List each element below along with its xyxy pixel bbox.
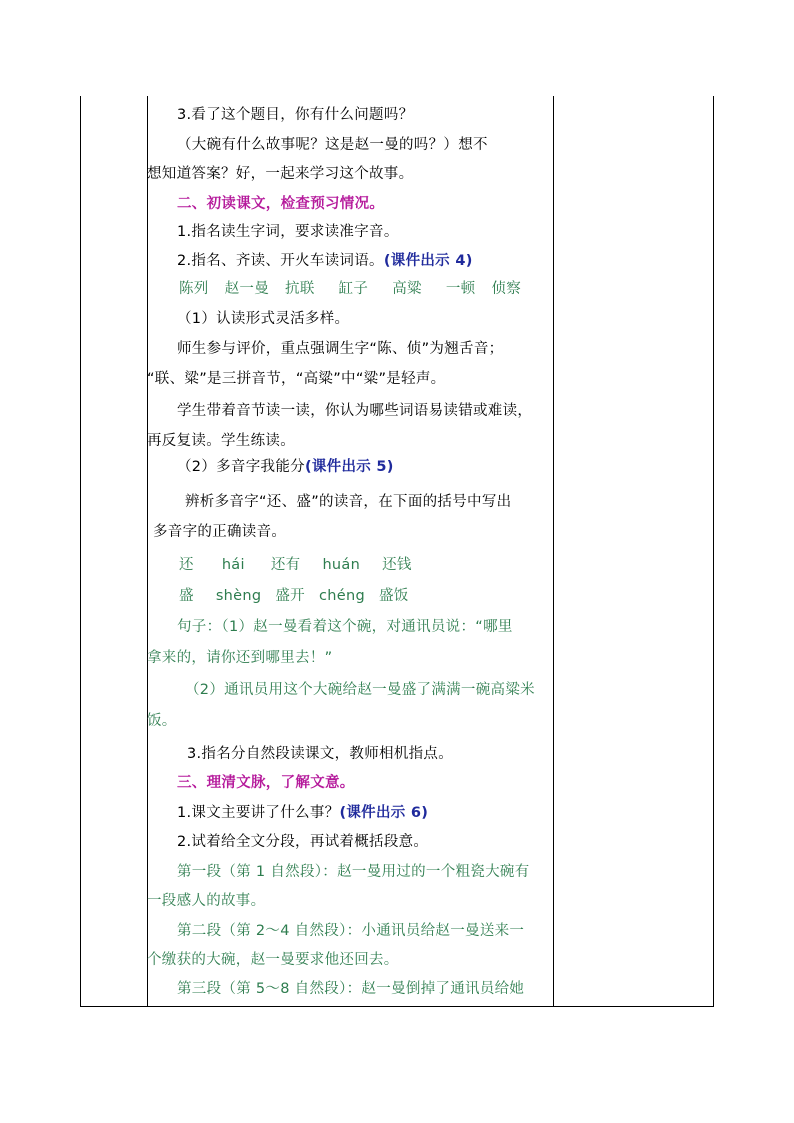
polyphone-word: 还钱: [382, 557, 412, 573]
text-span: 1.课文主要讲了什么事？: [177, 805, 340, 821]
vocab-word: 陈列: [179, 281, 209, 297]
polyphone-char: 盛: [179, 588, 194, 604]
polyphone-char: 还: [179, 557, 194, 573]
text-line: （大碗有什么故事呢？这是赵一曼的吗？）想不: [177, 137, 488, 153]
vocab-word: 抗联: [285, 281, 315, 297]
pinyin: chéng: [318, 588, 365, 604]
paragraph-summary-line: 第一段（第 1 自然段）：赵一曼用过的一个粗瓷大碗有: [177, 864, 530, 880]
polyphone-row: [179, 556, 585, 574]
courseware-tag: (课件出示 5): [304, 459, 394, 475]
text-line: 2.试着给全文分段，再试着概括段意。: [177, 834, 429, 850]
paragraph-summary-line: 一段感人的故事。: [147, 893, 266, 909]
vocab-word: 侦察: [491, 281, 522, 297]
text-line: 辨析多音字“还、盛”的读音，在下面的括号中写出: [185, 494, 512, 510]
vocab-word: 高粱: [392, 281, 422, 297]
vocab-word: 缸子: [338, 281, 369, 297]
sentence-line: 拿来的，请你还到哪里去！”: [147, 650, 333, 666]
sentence-line: （2）通讯员用这个大碗给赵一曼盛了满满一碗高粱米: [185, 682, 535, 698]
pinyin: hái: [221, 557, 245, 573]
sentence-line: 饭。: [147, 713, 177, 729]
text-line: 想知道答案？好，一起来学习这个故事。: [147, 166, 414, 182]
polyphone-word: 还有: [270, 557, 301, 573]
table-border-bottom: [80, 1006, 714, 1007]
text-line: [177, 804, 583, 822]
text-line: 3.指名分自然段读课文，教师相机指点。: [187, 746, 454, 762]
vocab-word-row: [179, 280, 585, 298]
pinyin: shèng: [215, 588, 262, 604]
lesson-content-cell: [147, 96, 553, 1006]
vocab-word: 一顿: [445, 281, 476, 297]
text-span: （2）多音字我能分: [177, 459, 305, 475]
text-line: [177, 252, 583, 270]
vocab-word: 赵一曼: [224, 281, 270, 297]
table-border-left: [80, 96, 81, 1007]
polyphone-word: 盛饭: [378, 588, 409, 604]
text-line: 多音字的正确读音。: [153, 524, 287, 540]
polyphone-row: [179, 587, 585, 605]
paragraph-summary-line: 个缴获的大碗，赵一曼要求他还回去。: [147, 952, 399, 968]
pinyin: huán: [322, 557, 361, 573]
paragraph-summary-line: 第三段（第 5～8 自然段）：赵一曼倒掉了通讯员给她: [177, 981, 525, 997]
table-border-right: [713, 96, 714, 1007]
text-line: 学生带着音节读一读，你认为哪些词语易读错或难读，: [177, 403, 533, 419]
courseware-tag: (课件出示 4): [383, 253, 473, 269]
section-heading: 二、初读课文，检查预习情况。: [177, 196, 385, 212]
sentence-line: 句子：（1）赵一曼看着这个碗，对通讯员说：“哪里: [177, 619, 513, 635]
text-span: 2.指名、齐读、开火车读词语。: [177, 253, 384, 269]
polyphone-word: 盛开: [275, 588, 305, 604]
text-line: （1）认读形式灵活多样。: [177, 311, 350, 327]
text-line: 1.指名读生字词，要求读准字音。: [177, 224, 399, 240]
question-line: 3.看了这个题目，你有什么问题吗？: [177, 107, 414, 123]
text-line: “联、粱”是三拼音节，“高粱”中“粱”是轻声。: [147, 371, 446, 387]
courseware-tag: (课件出示 6): [339, 805, 429, 821]
section-heading: 三、理清文脉，了解文意。: [177, 775, 355, 791]
text-line: 再反复读。学生练读。: [147, 433, 295, 449]
text-line: [177, 458, 583, 476]
text-line: 师生参与评价，重点强调生字“陈、侦”为翘舌音；: [177, 341, 504, 357]
paragraph-summary-line: 第二段（第 2～4 自然段）：小通讯员给赵一曼送来一: [177, 923, 525, 939]
